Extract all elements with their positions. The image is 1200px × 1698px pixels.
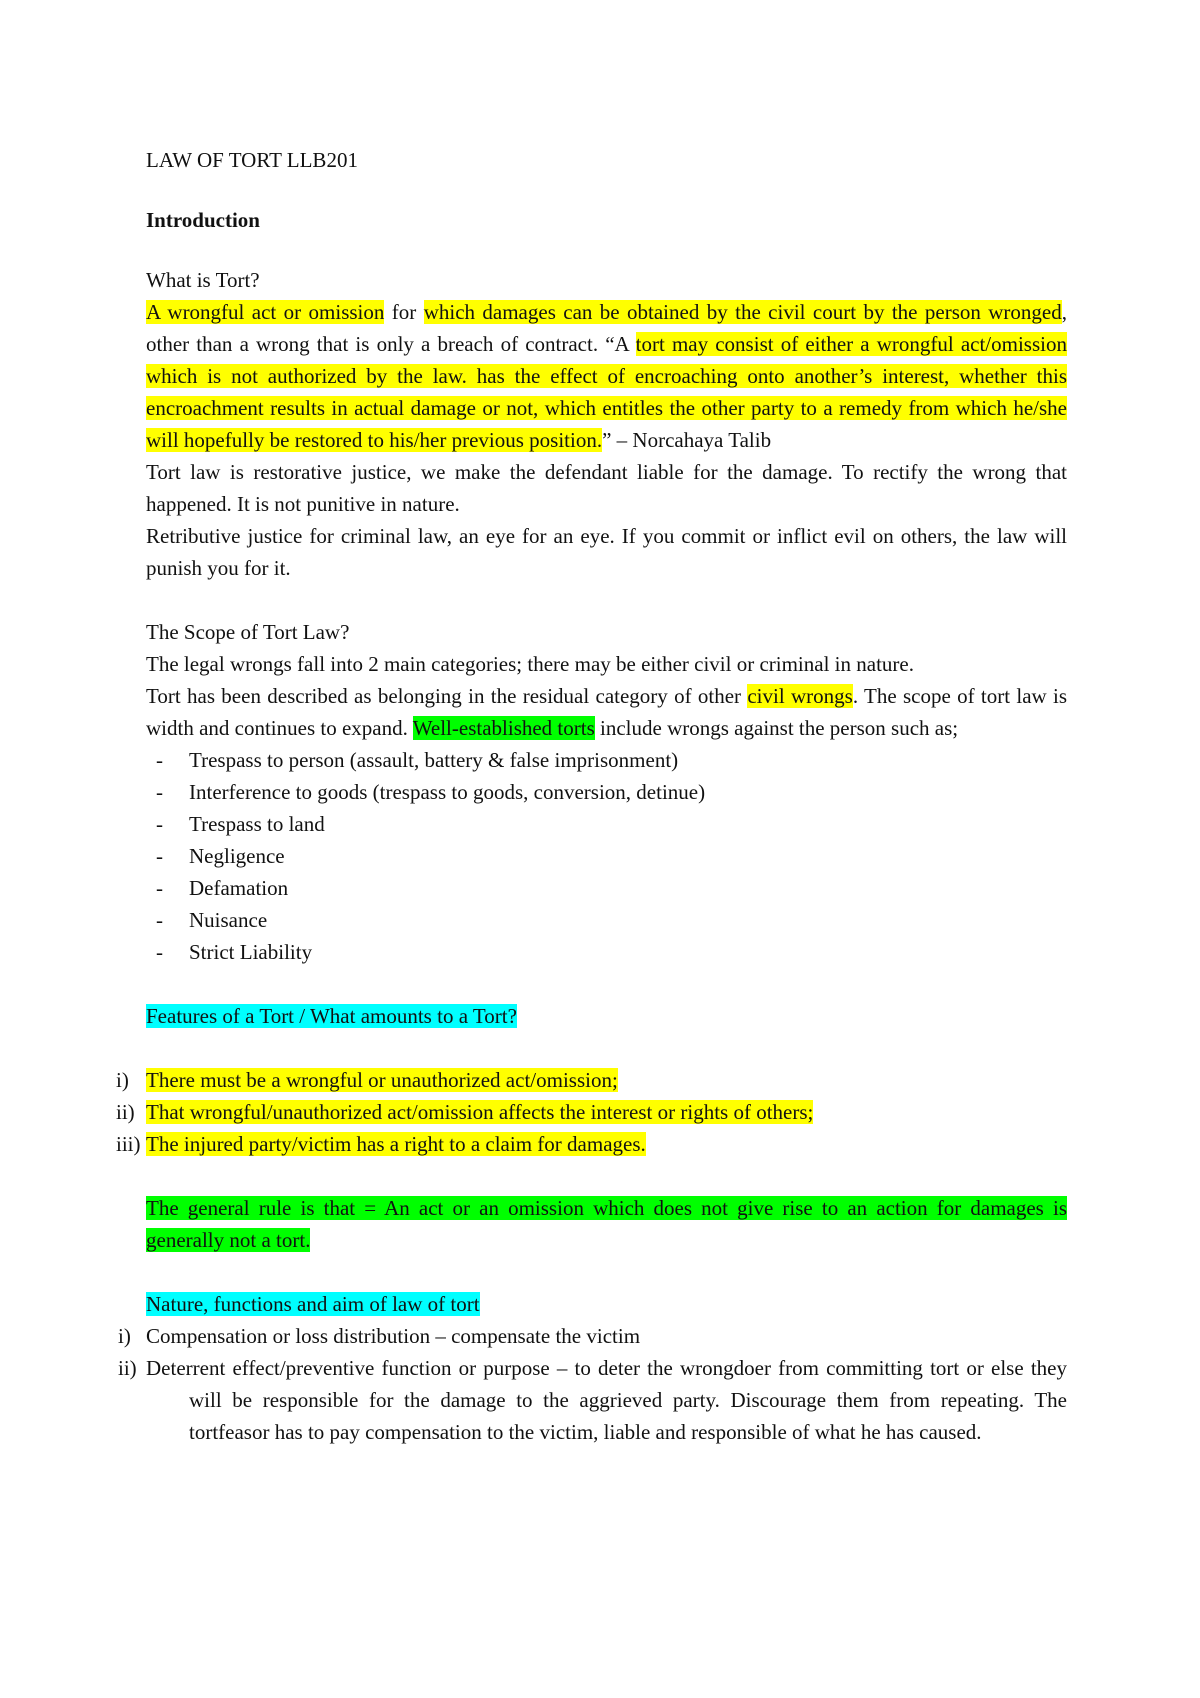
features-heading: Features of a Tort / What amounts to a Tort? <box>146 1004 517 1028</box>
document-title: LAW OF TORT LLB201 <box>146 148 358 172</box>
retributive-justice-paragraph: Retributive justice for criminal law, an eye for an eye. If you commit or inflict evil on others, the law will punish you for it. <box>146 524 1067 580</box>
tort-list <box>146 744 1067 968</box>
list-item: - Interference to goods (trespass to goods, conversion, detinue) <box>156 780 706 804</box>
introduction-heading: Introduction <box>146 208 260 232</box>
list-item: i) Compensation or loss distribution – compensate the victim <box>118 1324 641 1348</box>
scope-paragraph: Tort has been described as belonging in the residual category of other civil wrongs. The scope of tort law is width and continues to expand. Well-established torts include wrongs against the person such as; <box>146 684 1067 740</box>
restorative-justice-paragraph: Tort law is restorative justice, we make the defendant liable for the damage. To rectify the wrong that happened. It is not punitive in nature. <box>146 460 1067 516</box>
list-item: - Strict Liability <box>156 940 313 964</box>
scope-heading: The Scope of Tort Law? <box>146 620 350 644</box>
features-list <box>116 1064 1067 1160</box>
list-item: ii) Deterrent effect/preventive function or purpose – to deter the wrongdoer from committing tort or else they will be responsible for the damage to the aggrieved party. Discourage them from repeating. The tortfeasor has to pay compensation to the victim, liable and responsible of what he has caused. <box>118 1356 1067 1444</box>
general-rule: The general rule is that = An act or an omission which does not give rise to an action for damages is generally not a tort. <box>146 1196 1067 1252</box>
highlight-well-established-torts: Well-established torts <box>412 716 595 740</box>
list-item: - Trespass to person (assault, battery & false imprisonment) <box>156 748 679 772</box>
list-item: ii) That wrongful/unauthorized act/omission affects the interest or rights of others; <box>116 1100 814 1124</box>
highlight-tort-quote: tort may consist of either a wrongful act/omission which is not authorized by the law. has the effect of encroaching onto another’s interest, whether this encroachment results in actual damage or not, which entitles the other party to a remedy from which he/she will hopefully be restored to his/her previous position. <box>146 332 1067 452</box>
list-item: - Nuisance <box>156 908 268 932</box>
tort-definition: A wrongful act or omission for which damages can be obtained by the civil court by the person wronged, other than a wrong that is only a breach of contract. “A tort may consist of either a wrongful act/omission which is not authorized by the law. has the effect of encroaching onto another’s interest, whether this encroachment results in actual damage or not, which entitles the other party to a remedy from which he/she will hopefully be restored to his/her previous position.” – Norcahaya Talib <box>146 300 1067 452</box>
list-item: - Defamation <box>156 876 289 900</box>
nature-heading: Nature, functions and aim of law of tort <box>146 1292 480 1316</box>
list-item: iii) The injured party/victim has a right to a claim for damages. <box>116 1132 646 1156</box>
highlight-damages: which damages can be obtained by the civil court by the person wronged <box>423 300 1062 324</box>
nature-list <box>118 1320 1067 1448</box>
list-item: i) There must be a wrongful or unauthorized act/omission; <box>116 1068 618 1092</box>
document-body <box>116 144 1067 1448</box>
highlight-civil-wrongs: civil wrongs <box>747 684 853 708</box>
scope-line: The legal wrongs fall into 2 main categories; there may be either civil or criminal in nature. <box>146 652 914 676</box>
list-item: - Negligence <box>156 844 285 868</box>
what-is-tort-heading: What is Tort? <box>146 268 260 292</box>
list-item: - Trespass to land <box>156 812 325 836</box>
highlight-wrongful-act: A wrongful act or omission <box>146 300 385 324</box>
